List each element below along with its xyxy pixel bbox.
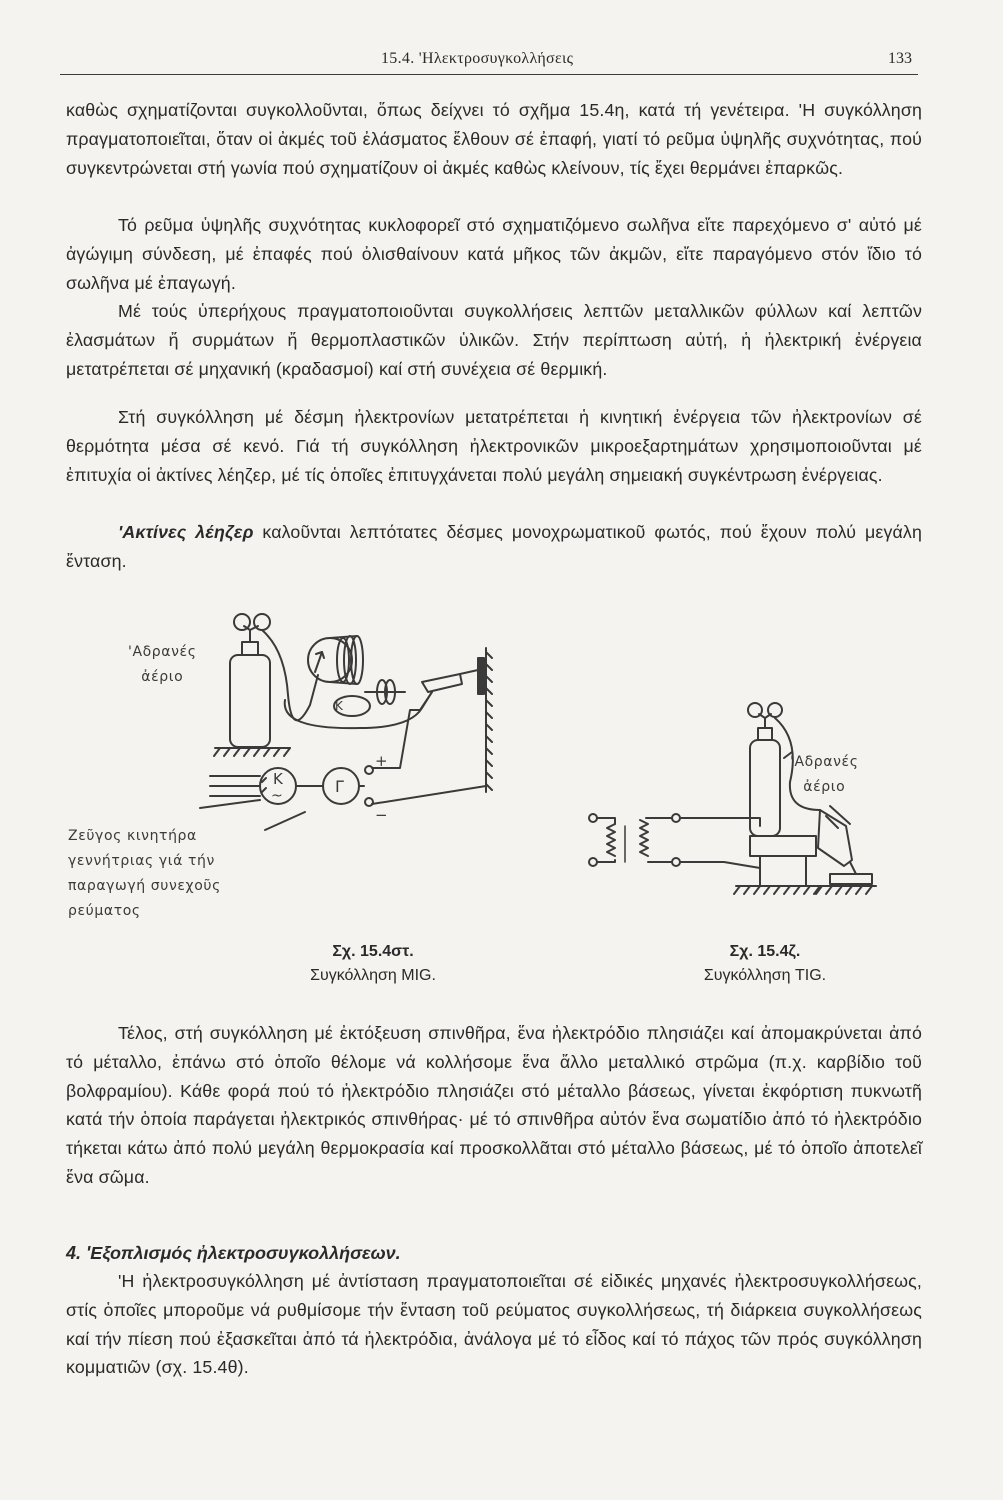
paragraph-2: Τό ρεῦμα ὑψηλῆς συχνότητας κυκλοφορεῖ στό σχηματιζόμενο σωλῆνα εἴτε παρεχόμενο σ' αὐτό μέ ἀγώγιμη σύνδεση, μέ ἐπαφές πού ὀλισθαίνουν κατά μῆκος τῶν ἀκμῶν, εἴτε παραγόμενο στόν ἴδιο τό σωλῆνα μέ ἐπαγωγή. (66, 215, 922, 293)
page-number: 133 (888, 50, 912, 67)
mig-motor-label-line4: ρεύματος (68, 903, 141, 919)
mig-caption (248, 940, 498, 988)
mig-motor-tilde: ~ (271, 788, 283, 804)
paragraph-6: Τέλος, στή συγκόλληση μέ ἐκτόξευση σπινθῆρα, ἕνα ἠλεκτρόδιο πλησιάζει καί ἀπομακρύνεται ἀπό τό μέταλλο, ἐπάνω στό ὁποῖο θέλομε νά κολλήσομε ἕνα ἄλλο μεταλλικό στρῶμα (π.χ. καρβίδιο τοῦ βολφραμίου). Κάθε φορά πού τό ἠλεκτρόδιο πλησιάζει στό μέταλλο βάσεως, γίνεται ἐκφόρτιση πυκνωτῆ κατά τήν ὁποία παράγεται ἠλεκτρικός σπινθήρας· μέ τό σπινθῆρα αὐτόν ἕνα σωματίδιο ἀπό τό ἠλεκτρόδιο τήκεται κάτω ἀπό πολύ μεγάλη θερμοκρασία καί προσκολλᾶται στό μέταλλο βάσεως, μέ τό ὁποῖο ἀποτελεῖ ἕνα σῶμα. (66, 1023, 922, 1187)
mig-generator-label: Γ (335, 777, 344, 796)
mig-diagram (200, 614, 876, 894)
tig-gas-label-line1: 'Αδρανές (790, 754, 859, 770)
tig-caption-number: Σχ. 15.4ζ. (729, 943, 801, 960)
tig-gas-label-line2: ἀέριο (803, 779, 846, 795)
section-heading (66, 1243, 401, 1264)
mig-motor-label-line1: Ζεῦγος κινητήρα (68, 828, 197, 844)
section-number: 4. (66, 1243, 82, 1263)
laser-definition: καλοῦνται λεπτότατες δέσμες μονοχρωματικοῦ φωτός, πού ἔχουν πολύ μεγάλη ἔνταση. (66, 522, 922, 571)
tig-gas-cylinder (750, 740, 780, 836)
mig-motor-label-line3: παραγωγή συνεχοῦς (68, 878, 221, 894)
mig-gas-label (128, 640, 197, 690)
mig-gas-cylinder (230, 655, 270, 747)
mig-motor-label-line2: γεννήτριας γιά τήν (68, 853, 215, 869)
tig-gas-label (790, 750, 859, 800)
tig-torch (818, 810, 852, 866)
running-title: 15.4. 'Ηλεκτροσυγκολλήσεις (381, 50, 574, 67)
paragraph-1: καθὼς σχηματίζονται συγκολλοῦνται, ὅπως δείχνει τό σχῆμα 15.4η, κατά τή γενέτειρα. 'Η συγκόλληση πραγματοποιεῖται, ὅταν οἱ ἀκμές τοῦ ἐλάσματος ἔλθουν σέ ἐπαφή, γιατί τό ρεῦμα ὑψηλῆς συχνότητας, πού συγκεντρώνεται στή γωνία πού σχηματίζουν οἱ ἀκμές καθὼς κλείνουν, τίς ἔχει θερμάνει ἐπαρκῶς. (66, 100, 922, 178)
mig-k-small-label: K (335, 699, 343, 713)
section-title: 'Εξοπλισμός ἠλεκτροσυγκολλήσεων. (86, 1243, 401, 1263)
mig-motor-label: K (273, 770, 283, 788)
mig-motor-generator-label (68, 824, 221, 924)
paragraph-7: 'Η ἠλεκτροσυγκόλληση μέ ἀντίσταση πραγματοποιεῖται σέ εἰδικές μηχανές ἠλεκτροσυγκολλήσεως, στίς ὁποῖες μποροῦμε νά ρυθμίσομε τήν ἔνταση τοῦ ρεύματος συγκολλήσεως, τή διάρκεια συγκολλήσεως καί τήν πίεση πού ἐξασκεῖται ἀπό τά ἠλεκτρόδια, ἀνάλογα μέ τό εἶδος καί τό πάχος τῶν πρός συγκόλληση κομματιῶν (σχ. 15.4θ). (66, 1271, 922, 1378)
tig-caption-text: Συγκόλληση TIG. (703, 967, 827, 984)
paragraph-3: Μέ τούς ὑπερήχους πραγματοποιοῦνται συγκολλήσεις λεπτῶν μεταλλικῶν φύλλων καί λεπτῶν ἐλασμάτων ἤ συρμάτων ἤ θερμοπλαστικῶν ὑλικῶν. Στήν περίπτωση αὐτή, ἡ ἠλεκτρική ἐνέργεια μετατρέπεται σέ μηχανική (κραδασμοί) καί στή συνέχεια σέ θερμική. (66, 301, 922, 379)
figures (60, 600, 940, 984)
mig-welding-gun (422, 674, 462, 692)
mig-gas-label-line1: 'Αδρανές (128, 644, 197, 660)
mig-minus-sign: − (375, 806, 388, 824)
mig-caption-number: Σχ. 15.4στ. (332, 943, 414, 960)
paragraph-5 (66, 518, 922, 576)
mig-gas-label-line2: ἀέριο (141, 669, 184, 685)
laser-term: 'Ακτίνες λέηζερ (118, 522, 254, 542)
tig-caption (640, 940, 890, 988)
mig-plus-sign: + (375, 752, 388, 770)
paragraph-4: Στή συγκόλληση μέ δέσμη ἠλεκτρονίων μετατρέπεται ἡ κινητική ἐνέργεια τῶν ἠλεκτρονίων σέ θερμότητα μέσα σέ κενό. Γιά τή συγκόλληση ἠλεκτρονικῶν μικροεξαρτημάτων χρησιμοποιοῦνται μέ ἐπιτυχία οἱ ἀκτίνες λέηζερ, μέ τίς ὁποῖες ἐπιτυγχάνεται πολύ μεγάλη σημειακή συγκέντρωση ἐνέργειας. (66, 407, 922, 485)
page-header (60, 44, 918, 75)
mig-caption-text: Συγκόλληση MIG. (310, 967, 436, 984)
